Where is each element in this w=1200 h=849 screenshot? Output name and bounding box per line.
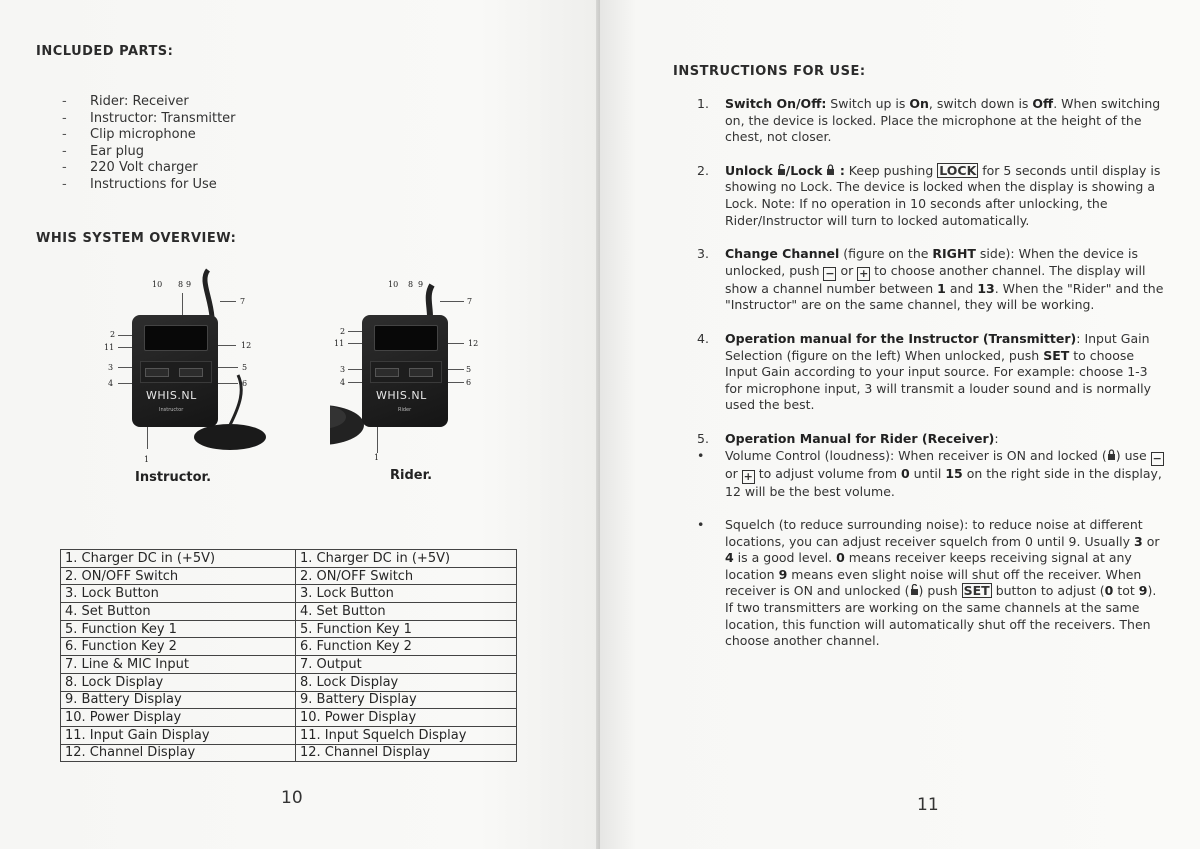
text: or	[836, 262, 858, 278]
callout-10: 10	[152, 280, 163, 289]
table-cell: 4. Set Button	[296, 603, 517, 621]
instructor-function-keys	[179, 368, 203, 377]
table-row	[61, 656, 517, 674]
callout-8: 8	[178, 280, 184, 289]
unlock-icon	[910, 584, 919, 596]
instructor-label: Instructor.	[135, 470, 212, 485]
plus-key-glyph: +	[743, 469, 753, 483]
callout-7: 7	[467, 297, 473, 306]
table-cell: 9. Battery Display	[296, 691, 517, 709]
item-title-lock: /Lock	[785, 162, 823, 178]
instructor-display	[144, 325, 208, 351]
text-bold: SET	[1043, 347, 1070, 363]
table-row	[61, 726, 517, 744]
callout-1: 1	[144, 455, 150, 464]
text: for 5 seconds until display is showing no Lock. The device is locked when the display is showing a Lock. Note: If no operation in 10 seconds after unlocking, the Rider/Instructor will turn to locked automatically.	[725, 162, 1161, 228]
system-overview-heading: WHIS SYSTEM OVERVIEW:	[36, 231, 237, 246]
text-bold: RIGHT	[932, 246, 976, 262]
callout-12: 12	[468, 339, 479, 348]
table-cell: 5. Function Key 1	[61, 620, 296, 638]
text-bold: 0	[900, 465, 910, 481]
text: . When switching on, the device is locked. Place the microphone at the height of the chest, not closer.	[725, 96, 1161, 145]
callout-6: 6	[466, 378, 472, 387]
table-cell: 8. Lock Display	[61, 673, 296, 691]
rider-function-keys	[409, 368, 433, 377]
bullet-volume	[697, 448, 1165, 501]
text: on the right side in the display, 12 will be the best volume.	[725, 465, 1162, 499]
minus-key-glyph: −	[1152, 451, 1162, 465]
table-row	[61, 620, 517, 638]
callout-5: 5	[466, 365, 472, 374]
table-cell: 10. Power Display	[296, 709, 517, 727]
table-cell: 11. Input Squelch Display	[296, 726, 517, 744]
list-item: - 220 Volt charger	[62, 160, 236, 177]
text: , switch down is	[928, 96, 1033, 111]
callout-9: 9	[418, 280, 424, 289]
callout-3: 3	[108, 363, 114, 372]
list-item: - Ear plug	[62, 144, 236, 161]
text: until	[909, 465, 946, 481]
table-cell: 11. Input Gain Display	[61, 726, 296, 744]
table-cell: 5. Function Key 1	[296, 620, 517, 638]
list-item: - Rider: Receiver	[62, 94, 236, 111]
item-title: Unlock	[725, 162, 773, 178]
table-cell: 1. Charger DC in (+5V)	[296, 550, 517, 568]
minus-key-glyph: −	[825, 266, 835, 280]
text: means receiver keeps receiving signal at any location	[725, 550, 1132, 582]
text-bold: 9	[1138, 583, 1148, 599]
table-row	[61, 673, 517, 691]
text: or	[725, 465, 742, 481]
parts-table	[60, 549, 517, 762]
instructor-lock-button	[145, 368, 169, 377]
table-cell: 9. Battery Display	[61, 691, 296, 709]
callout-4: 4	[108, 379, 114, 388]
instruction-2	[697, 163, 1165, 229]
table-cell: 3. Lock Button	[296, 585, 517, 603]
text: Squelch (to reduce surrounding noise): to reduce noise at different locations, you can adjust receiver squelch from 0 until 9. Usually	[725, 517, 1143, 549]
item-title: Switch On/Off:	[725, 96, 827, 111]
text-bold: 4	[725, 550, 734, 566]
text-bold: 1	[937, 280, 946, 296]
text-bold: 13	[977, 280, 995, 296]
table-cell: 7. Output	[296, 656, 517, 674]
text: is a good level.	[733, 550, 837, 566]
lock-icon	[1107, 449, 1116, 461]
callout-10: 10	[388, 280, 399, 289]
text-bold: On	[909, 96, 929, 111]
table-row	[61, 638, 517, 656]
text: means even slight noise will shut off the receiver. When receiver is ON and unlocked (	[725, 566, 1142, 599]
text-bold: 0	[836, 550, 845, 566]
text: and	[945, 280, 978, 296]
callout-9: 9	[186, 280, 192, 289]
item-number: 2.	[697, 162, 709, 178]
text: button to adjust (	[991, 583, 1105, 599]
callout-11: 11	[334, 339, 345, 348]
text: ) push	[918, 583, 962, 599]
callout-7: 7	[240, 297, 246, 306]
list-item: - Instructions for Use	[62, 177, 236, 194]
text: :	[994, 430, 999, 446]
table-row	[61, 709, 517, 727]
bullet: •	[697, 517, 705, 533]
rider-display	[374, 325, 438, 351]
callout-11: 11	[104, 343, 115, 352]
table-cell: 12. Channel Display	[61, 744, 296, 762]
item-number: 1.	[697, 96, 709, 111]
table-cell: 4. Set Button	[61, 603, 296, 621]
text: or	[1142, 533, 1160, 549]
list-item: - Clip microphone	[62, 127, 236, 144]
rider-sub: Rider	[398, 407, 412, 413]
item-title: Operation Manual for Rider (Receiver)	[725, 430, 995, 446]
bullet-squelch	[697, 517, 1165, 650]
lock-button-glyph: LOCK	[939, 162, 977, 178]
text: ) use	[1115, 447, 1151, 463]
text-bold: 9	[778, 566, 788, 582]
bullet: •	[697, 447, 705, 463]
callout-2: 2	[340, 327, 346, 336]
plus-key-glyph: +	[859, 266, 869, 280]
table-cell: 1. Charger DC in (+5V)	[61, 550, 296, 568]
table-cell: 2. ON/OFF Switch	[296, 567, 517, 585]
rider-lock-button	[375, 368, 399, 377]
text-bold: Off	[1032, 96, 1054, 111]
instructor-brand: WHIS.NL	[146, 389, 197, 402]
table-cell: 2. ON/OFF Switch	[61, 567, 296, 585]
page-number-right: 11	[917, 795, 939, 815]
item-title: Operation manual for the Instructor (Transmitter)	[725, 330, 1077, 346]
text: ). If two transmitters are working on the same channels at the same location, this function will automatically shut off the receivers. Then choose another channel.	[725, 583, 1157, 649]
text: : Input Gain Selection (figure on the left) When unlocked, push	[725, 330, 1150, 363]
instructions-list	[697, 96, 1165, 650]
table-row	[61, 744, 517, 762]
included-parts-list	[62, 94, 236, 193]
table-cell: 6. Function Key 2	[61, 638, 296, 656]
callout-2: 2	[110, 330, 116, 339]
table-cell: 7. Line & MIC Input	[61, 656, 296, 674]
included-parts-heading: INCLUDED PARTS:	[36, 44, 174, 59]
item-title: Change Channel	[725, 246, 840, 262]
instruction-4	[697, 331, 1165, 414]
instructor-button-panel	[140, 361, 212, 383]
text: to adjust volume from	[754, 465, 901, 481]
instruction-5	[697, 431, 1165, 448]
rider-body	[362, 315, 448, 427]
table-cell: 10. Power Display	[61, 709, 296, 727]
text-bold: 15	[945, 465, 963, 481]
instructions-heading: INSTRUCTIONS FOR USE:	[673, 64, 866, 79]
table-row	[61, 567, 517, 585]
table-cell: 6. Function Key 2	[296, 638, 517, 656]
set-button-glyph: SET	[963, 583, 990, 599]
instructor-body	[132, 315, 218, 427]
item-number: 5.	[697, 430, 709, 446]
table-row	[61, 550, 517, 568]
table-row	[61, 691, 517, 709]
text: tot	[1113, 583, 1139, 599]
text: . When the "Rider" and the "Instructor" are on the same channel, they will be working.	[725, 280, 1164, 313]
item-number: 3.	[697, 246, 709, 262]
callout-4: 4	[340, 378, 346, 387]
text: side): When the device is unlocked, push	[725, 246, 1138, 278]
text: Switch up is	[826, 96, 910, 111]
instructor-sub: Instructor	[159, 407, 184, 413]
list-item: - Instructor: Transmitter	[62, 111, 236, 128]
text-bold: 0	[1104, 583, 1114, 599]
text: (figure on the	[839, 246, 933, 262]
table-cell: 3. Lock Button	[61, 585, 296, 603]
text: Keep pushing	[844, 162, 938, 178]
text: to choose another channel. The display will show a channel number between	[725, 262, 1146, 296]
instruction-1	[697, 96, 1165, 146]
rider-button-panel	[370, 361, 442, 383]
instruction-3	[697, 246, 1165, 314]
table-cell: 12. Channel Display	[296, 744, 517, 762]
callout-12: 12	[241, 341, 252, 350]
table-row	[61, 585, 517, 603]
table-cell: 8. Lock Display	[296, 673, 517, 691]
rider-device-figure	[330, 275, 500, 475]
callout-6: 6	[242, 379, 248, 388]
text: Volume Control (loudness): When receiver is ON and locked (	[725, 447, 1107, 463]
instructor-device-figure	[100, 265, 270, 475]
callout-5: 5	[242, 363, 248, 372]
rider-label: Rider.	[390, 468, 433, 483]
table-row	[61, 603, 517, 621]
callout-8: 8	[408, 280, 414, 289]
callout-1: 1	[374, 453, 380, 462]
text-bold: :	[835, 162, 845, 178]
page-number-left: 10	[281, 788, 303, 808]
callout-3: 3	[340, 365, 346, 374]
rider-brand: WHIS.NL	[376, 389, 427, 402]
item-number: 4.	[697, 330, 709, 346]
text-bold: 3	[1134, 533, 1143, 549]
text: to choose Input Gain according to your input source. For example: choose 1-3 for microphone input, 3 will transmit a louder sound and is normally used the best.	[725, 347, 1152, 413]
unlock-icon	[777, 164, 786, 176]
